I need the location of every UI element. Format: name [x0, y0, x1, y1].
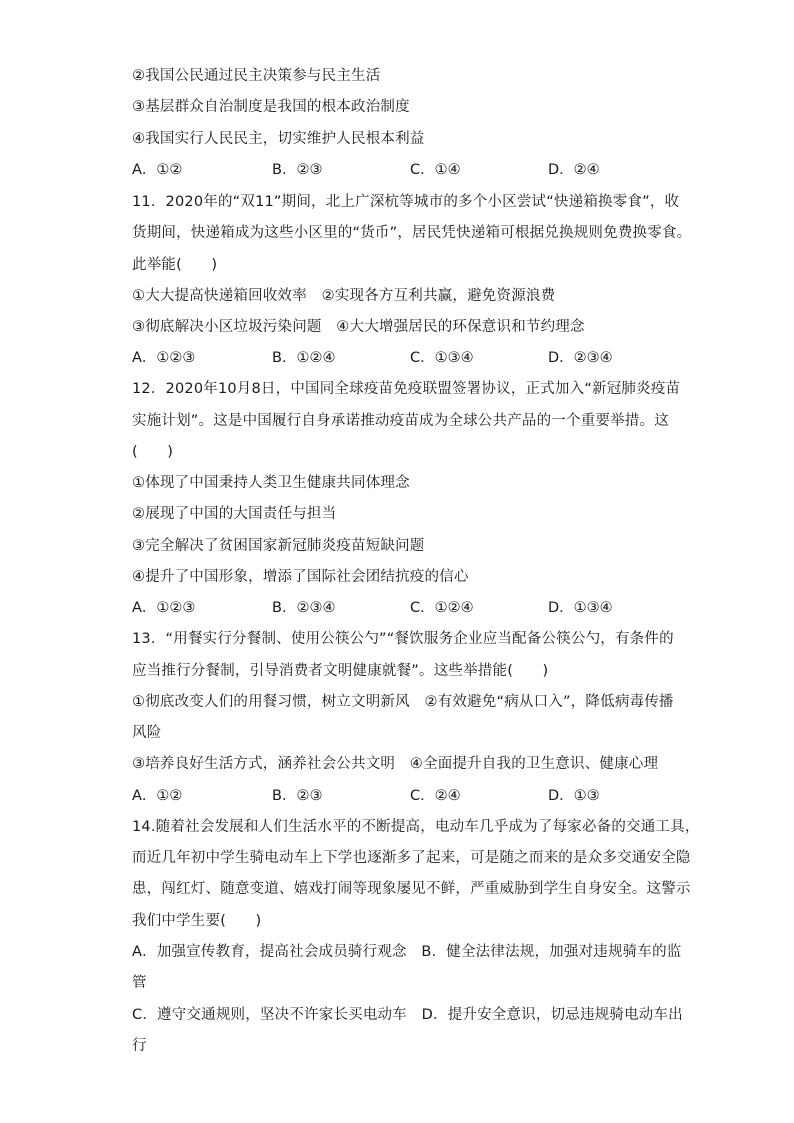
text-line: ③彻底解决小区垃圾污染问题 ④大大增强居民的环保意识和节约理念 — [132, 319, 585, 335]
option-b: B．②③ — [272, 162, 323, 178]
option-d: D．①③④ — [548, 600, 613, 616]
text-line: 而近几年初中学生骑电动车上下学也逐渐多了起来，可是随之而来的是众多交通安全隐 — [132, 850, 691, 866]
answer-options-q10 — [132, 160, 692, 180]
question-14-stem: 14.随着社会发展和人们生活水平的不断提高，电动车几乎成为了每家必备的交通工具， — [132, 819, 700, 835]
answer-options-q13 — [132, 786, 692, 806]
option-b: B．②③ — [272, 788, 323, 804]
text-line: 此举能( ) — [132, 257, 218, 273]
option-d: D．②④ — [548, 162, 600, 178]
text-line: ①彻底改变人们的用餐习惯，树立文明新风 ②有效避免“病从口入”，降低病毒传播 — [132, 694, 674, 710]
answer-options-q11 — [132, 348, 692, 368]
text-line: ④我国实行人民民主，切实维护人民根本利益 — [132, 131, 425, 147]
text-line: ②展现了中国的大国责任与担当 — [132, 506, 337, 522]
text-line: ③完全解决了贫困国家新冠肺炎疫苗短缺问题 — [132, 538, 425, 554]
text-line: 我们中学生要( ) — [132, 913, 262, 929]
text-line: ③基层群众自治制度是我国的根本政治制度 — [132, 99, 410, 115]
text-line: 应当推行分餐制，引导消费者文明健康就餐”。这些举措能( ) — [132, 663, 549, 679]
question-11-stem: 11．2020年的“双11”期间，北上广深杭等城市的多个小区尝试“快递箱换零食”，收 — [132, 194, 680, 210]
option-ab-line: A．加强宣传教育，提高社会成员骑行观念 B．健全法律法规，加强对违规骑车的监 — [132, 944, 682, 960]
option-c: C．②④ — [410, 788, 461, 804]
option-a: A．①② — [132, 162, 183, 178]
text-line: 患，闯红灯、随意变道、嬉戏打闹等现象屡见不鲜，严重威胁到学生自身安全。这警示 — [132, 881, 691, 897]
text-line: 货期间，快递箱成为这些小区里的“货币”，居民凭快递箱可根据兑换规则免费换零食。 — [132, 225, 692, 241]
option-c: C．①④ — [410, 162, 461, 178]
option-a: A．①② — [132, 788, 183, 804]
text-line: ④提升了中国形象，增添了国际社会团结抗疫的信心 — [132, 569, 469, 585]
option-d: D．①③ — [548, 788, 600, 804]
option-b: B．②③④ — [272, 600, 336, 616]
option-c: C．①③④ — [410, 350, 474, 366]
text-line: ( ) — [132, 444, 174, 460]
option-cd-line: C．遵守交通规则，坚决不许家长买电动车 D．提升安全意识，切忌违规骑电动车出 — [132, 1007, 683, 1023]
option-a: A．①②③ — [132, 600, 196, 616]
option-c: C．①②④ — [410, 600, 474, 616]
text-line: 实施计划”。这是中国履行自身承诺推动疫苗成为全球公共产品的一个重要举措。这 — [132, 413, 669, 429]
answer-options-q12 — [132, 598, 692, 618]
text-line: ①体现了中国秉持人类卫生健康共同体理念 — [132, 475, 410, 491]
text-line: 行 — [132, 1038, 147, 1054]
text-line: ②我国公民通过民主决策参与民主生活 — [132, 68, 381, 84]
option-b: B．①②④ — [272, 350, 336, 366]
question-13-stem: 13．“用餐实行分餐制、使用公筷公勺”“餐饮服务企业应当配备公筷公勺，有条件的 — [132, 631, 674, 647]
text-line: 管 — [132, 975, 147, 991]
text-line: ①大大提高快递箱回收效率 ②实现各方互利共赢，避免资源浪费 — [132, 288, 556, 304]
option-a: A．①②③ — [132, 350, 196, 366]
text-line: 风险 — [132, 725, 162, 741]
text-line: ③培养良好生活方式，涵养社会公共文明 ④全面提升自我的卫生意识、健康心理 — [132, 756, 659, 772]
option-d: D．②③④ — [548, 350, 613, 366]
question-12-stem: 12．2020年10月8日，中国同全球疫苗免疫联盟签署协议，正式加入“新冠肺炎疫苗 — [132, 381, 681, 397]
